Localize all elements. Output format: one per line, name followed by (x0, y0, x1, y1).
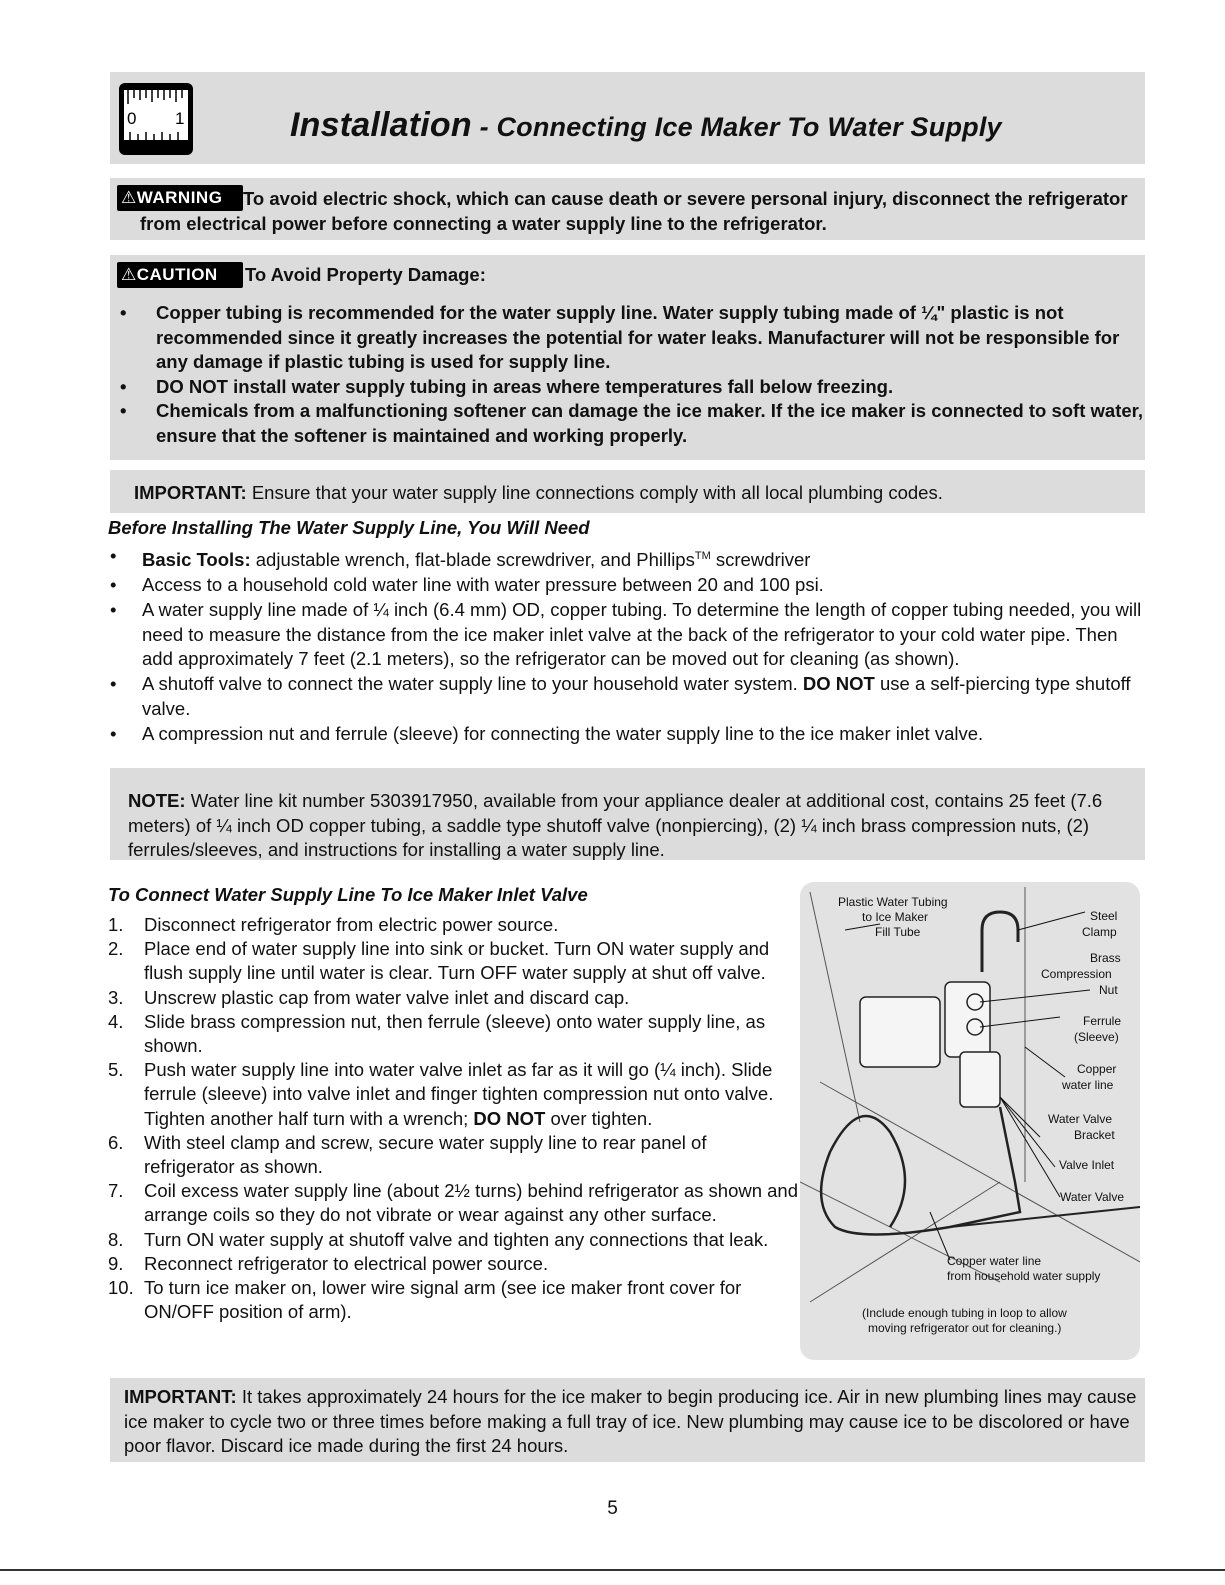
label-fill-tube: Fill Tube (875, 925, 921, 939)
label-ferrule: Ferrule (1083, 1014, 1122, 1028)
label-household-2: from household water supply (947, 1269, 1101, 1283)
label-water-line: water line (1062, 1078, 1114, 1092)
note (128, 789, 1143, 863)
list-item: 2. Place end of water supply line into sink or bucket. Turn ON water supply and flush supply line until water is clear. Turn OFF water supply at shut off valve. (108, 938, 770, 984)
list-item: • A shutoff valve to connect the water supply line to your household water system. DO NOT use a self-piercing type shutoff valve. (110, 673, 1131, 719)
label-note-2: moving refrigerator out for cleaning.) (868, 1321, 1062, 1335)
list-item: • A compression nut and ferrule (sleeve) for connecting the water supply line to the ice maker inlet valve. (110, 722, 984, 744)
label-to-ice-maker: to Ice Maker (862, 910, 929, 924)
ruler-icon (118, 82, 194, 156)
important-text: It takes approximately 24 hours for the ice maker to begin producing ice. Air in new plumbing lines may cause ice maker to cycle two or three times before making a full tray of ice. New plumbing may cause ice to be discolored or have poor flavor. Discard ice made during the first 24 hours. (124, 1386, 1137, 1456)
before-heading: Before Installing The Water Supply Line, You Will Need (108, 517, 590, 538)
note-text: Water line kit number 5303917950, available from your appliance dealer at additional cost, contains 25 feet (7.6 meters) of ¼ inch OD copper tubing, a saddle type shutoff valve (nonpiercing), (2) ¼ inch brass compression nuts, (2) ferrules/sleeves, and instructions for installing a water supply line. (128, 790, 1103, 860)
important-text: Ensure that your water supply line connections comply with all local plumbing codes. (246, 482, 943, 503)
label-nut: Nut (1099, 983, 1118, 997)
important-note (134, 482, 943, 504)
label-sleeve: (Sleeve) (1074, 1030, 1119, 1044)
warning-text-content: To avoid electric shock, which can cause death or severe personal injury, disconnect the refrigerator from electrical power before connecting a water supply line to the refrigerator. (140, 188, 1128, 234)
page-number: 5 (607, 1498, 618, 1519)
label-compression: Compression (1041, 967, 1112, 981)
label-household-1: Copper water line (947, 1254, 1042, 1268)
list-item: 7. Coil excess water supply line (about 2½ turns) behind refrigerator as shown and arrange coils so they do not vibrate or wear against any other surface. (108, 1180, 799, 1226)
warning-text (140, 186, 1140, 236)
important-label: IMPORTANT: (124, 1386, 237, 1407)
label-water-valve-1: Water Valve (1048, 1112, 1113, 1126)
list-item: • DO NOT install water supply tubing in areas where temperatures fall below freezing. (120, 375, 894, 397)
list-item: 1. Disconnect refrigerator from electric power source. (108, 914, 559, 935)
ruler-mark-0: 0 (127, 109, 137, 128)
page-title (290, 106, 1002, 145)
before-list (108, 544, 1153, 747)
list-item: 10. To turn ice maker on, lower wire signal arm (see ice maker front cover for ON/OFF position of arm). (108, 1277, 742, 1323)
list-item: • Access to a household cold water line with water pressure between 20 and 100 psi. (110, 574, 824, 596)
caution-heading: To Avoid Property Damage: (245, 264, 486, 285)
warning-badge-label: WARNING (136, 188, 223, 207)
caution-badge-label: CAUTION (136, 265, 218, 284)
label-copper: Copper (1077, 1062, 1117, 1076)
label-note-1: (Include enough tubing in loop to allow (862, 1306, 1067, 1320)
list-item: • Copper tubing is recommended for the water supply line. Water supply tubing made of ¼" plastic is not recommended since it greatly increases the potential for water leaks. Manufacturer will not be responsible for any damage if plastic tubing is used for supply line. (120, 302, 1120, 372)
list-item: 3. Unscrew plastic cap from water valve inlet and discard cap. (108, 986, 630, 1008)
important-note (124, 1385, 1139, 1459)
label-valve-inlet: Valve Inlet (1059, 1158, 1115, 1172)
warning-triangle-icon: ⚠ (121, 188, 137, 207)
title-main: Installation (290, 106, 472, 144)
label-clamp: Clamp (1082, 925, 1117, 939)
list-item: • Basic Tools: adjustable wrench, flat-blade screwdriver, and Phillips™ screwdriver (110, 545, 811, 571)
ruler-mark-1: 1 (175, 109, 185, 128)
bottom-rule (0, 1569, 1225, 1571)
list-item: 5. Push water supply line into water valve inlet as far as it will go (¼ inch). Slide ferrule (sleeve) into valve inlet and finger tighten compression nut onto valve. Tighten another half turn with a wrench; DO NOT over tighten. (108, 1059, 774, 1129)
steps-list (108, 913, 798, 1324)
caution-badge (117, 262, 243, 288)
important-label: IMPORTANT: (134, 482, 247, 503)
label-brass: Brass (1090, 951, 1121, 965)
list-item: 6. With steel clamp and screw, secure water supply line to rear panel of refrigerator as shown. (108, 1131, 707, 1178)
caution-list (118, 301, 1148, 448)
label-steel: Steel (1090, 909, 1118, 923)
note-label: NOTE: (128, 790, 186, 811)
caution-triangle-icon: ⚠ (121, 265, 137, 284)
label-plastic-tubing: Plastic Water Tubing (838, 895, 948, 909)
list-item: • A water supply line made of ¼ inch (6.4 mm) OD, copper tubing. To determine the length of copper tubing needed, you will need to measure the distance from the ice maker inlet valve at the back of the refrigerator to your cold water pipe. Then add approximately 7 feet (2.1 meters), so the refrigerator can be moved out for cleaning (as shown). (110, 599, 1142, 670)
ice-maker-connection-diagram (800, 882, 1140, 1360)
list-item: • Chemicals from a malfunctioning softener can damage the ice maker. If the ice maker is connected to soft water, ensure that the softener is maintained and working properly. (120, 400, 1143, 446)
list-item: 4. Slide brass compression nut, then ferrule (sleeve) onto water supply line, as shown. (108, 1010, 766, 1057)
list-item: 9. Reconnect refrigerator to electrical power source. (108, 1252, 549, 1274)
label-bracket: Bracket (1074, 1128, 1115, 1142)
title-sub: - Connecting Ice Maker To Water Supply (471, 112, 1002, 142)
label-water-valve-2: Water Valve (1060, 1190, 1125, 1204)
list-item: 8. Turn ON water supply at shutoff valve and tighten any connections that leak. (108, 1228, 769, 1250)
connect-heading: To Connect Water Supply Line To Ice Maker Inlet Valve (108, 884, 588, 905)
